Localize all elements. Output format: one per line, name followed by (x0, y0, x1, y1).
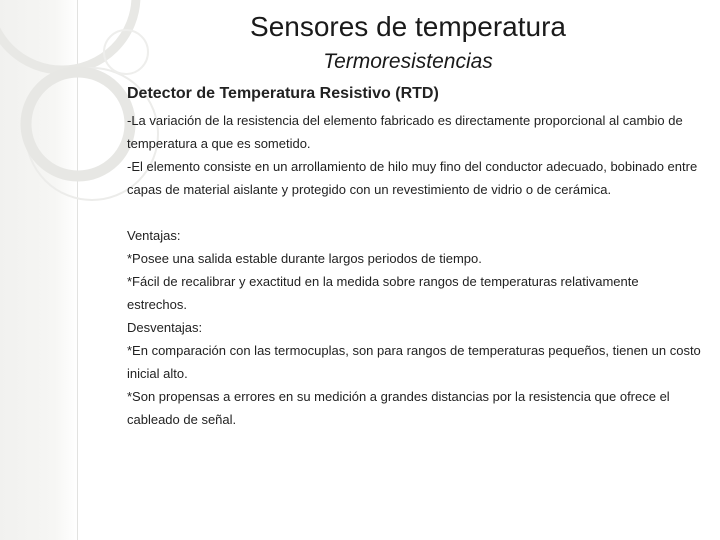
desventaja-item: *En comparación con las termocuplas, son para rangos de temperaturas pequeños, tienen un costo inicial alto. (127, 343, 701, 381)
section-heading: Detector de Temperatura Resistivo (RTD) (127, 85, 439, 102)
ventajas-label: Ventajas: (127, 228, 181, 243)
slide-title: Sensores de temperatura (250, 11, 566, 42)
spacer (127, 201, 702, 224)
desventaja-item: *Son propensas a errores en su medición a grandes distancias por la resistencia que ofrece el cableado de señal. (127, 389, 670, 427)
desventajas-label: Desventajas: (127, 320, 203, 335)
ventaja-item: *Posee una salida estable durante largos periodos de tiempo. (127, 251, 482, 266)
paragraph-variation: -La variación de la resistencia del elemento fabricado es directamente proporcional al cambio de temperatura a que es sometido. (127, 113, 683, 151)
slide-subtitle: Termoresistencias (323, 50, 493, 73)
paragraph-element: -El elemento consiste en un arrollamiento de hilo muy fino del conductor adecuado, bobinado entre capas de material aislante y protegido con un revestimiento de vidrio o de cerámica. (127, 159, 698, 197)
deco-circle-large (0, 0, 136, 70)
ventaja-item: *Fácil de recalibrar y exactitud en la medida sobre rangos de temperaturas relativamente estrechos. (127, 274, 639, 312)
slide-content (127, 84, 702, 431)
deco-circle-ring (26, 72, 130, 176)
